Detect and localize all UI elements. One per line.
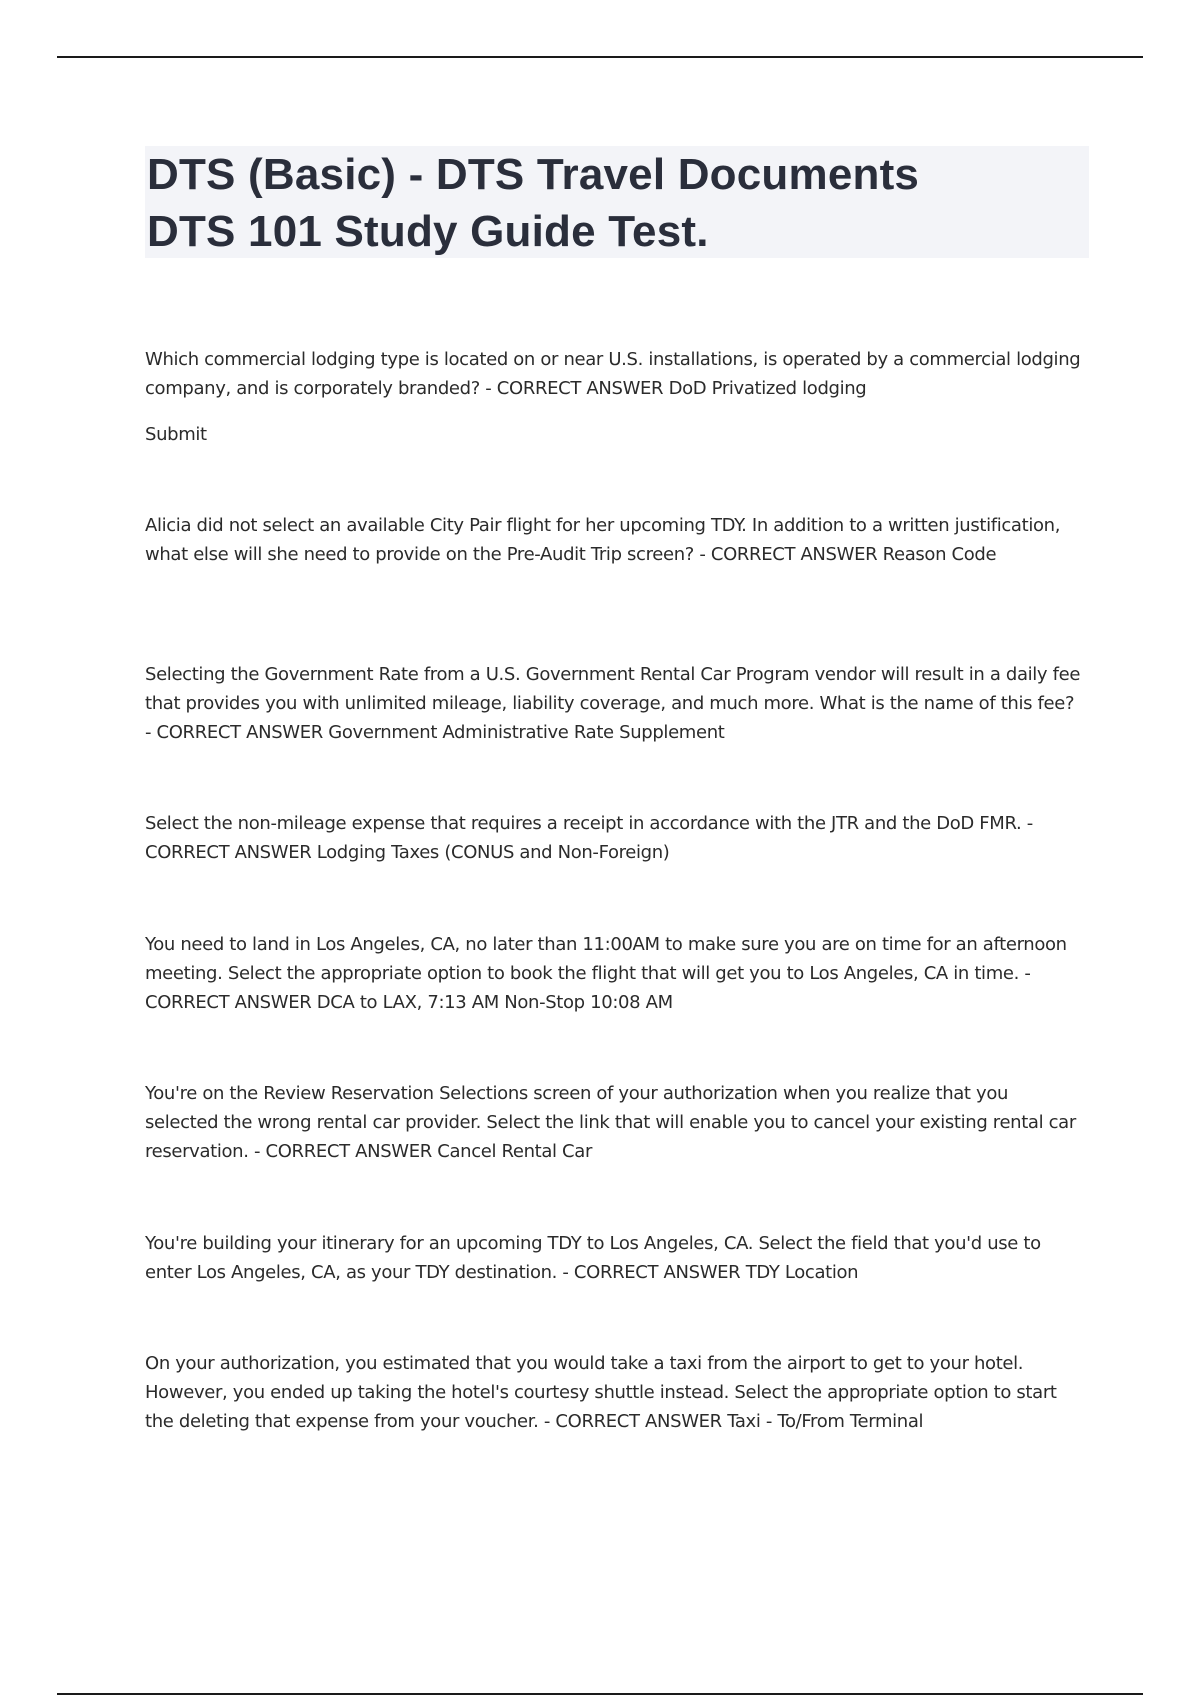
qa-item-receipt-expense: Select the non-mileage expense that requires a receipt in accordance with the JTR and the DoD FMR. - CORRECT ANSWER Lodging Taxes (CONUS and Non-Foreign) — [145, 813, 1033, 863]
document-title — [145, 146, 1089, 260]
title-banner — [145, 146, 1089, 258]
title-line-2: DTS 101 Study Guide Test. — [147, 207, 709, 256]
bottom-divider — [57, 1693, 1143, 1695]
qa-item-cancel-rental: You're on the Review Reservation Selections screen of your authorization when you realize that you selected the wrong rental car provider. Select the link that will enable you to cancel your existing rental car reservation. - CORRECT ANSWER Cancel Rental Car — [145, 1083, 1076, 1162]
qa-item-flight-booking: You need to land in Los Angeles, CA, no later than 11:00AM to make sure you are on time for an afternoon meeting. Select the appropriate option to book the flight that will get you to Los Angeles, CA in time. - CORRECT ANSWER DCA to LAX, 7:13 AM Non-Stop 10:08 AM — [145, 934, 1067, 1013]
qa-item-tdy-location: You're building your itinerary for an upcoming TDY to Los Angeles, CA. Select the field that you'd use to enter Los Angeles, CA, as your TDY destination. - CORRECT ANSWER TDY Location — [145, 1233, 1041, 1283]
qa-item-taxi-expense: On your authorization, you estimated that you would take a taxi from the airport to get to your hotel. However, you ended up taking the hotel's courtesy shuttle instead. Select the appropriate option to start the deleting that expense from your voucher. - CORRECT ANSWER Taxi - To/From Terminal — [145, 1353, 1057, 1432]
top-divider — [57, 56, 1143, 58]
title-line-1: DTS (Basic) - DTS Travel Documents — [147, 150, 920, 199]
qa-item-rental-fee: Selecting the Government Rate from a U.S. Government Rental Car Program vendor will result in a daily fee that provides you with unlimited mileage, liability coverage, and much more. What is the name of this fee? - CORRECT ANSWER Government Administrative Rate Supplement — [145, 664, 1081, 743]
qa-item-city-pair: Alicia did not select an available City Pair flight for her upcoming TDY. In addition to a written justification, what else will she need to provide on the Pre-Audit Trip screen? - CORRECT ANSWER Reason Code — [145, 515, 1061, 565]
submit-text: Submit — [145, 424, 207, 445]
qa-item-lodging-type: Which commercial lodging type is located on or near U.S. installations, is operated by a commercial lodging company, and is corporately branded? - CORRECT ANSWER DoD Privatized lodging — [145, 349, 1081, 399]
